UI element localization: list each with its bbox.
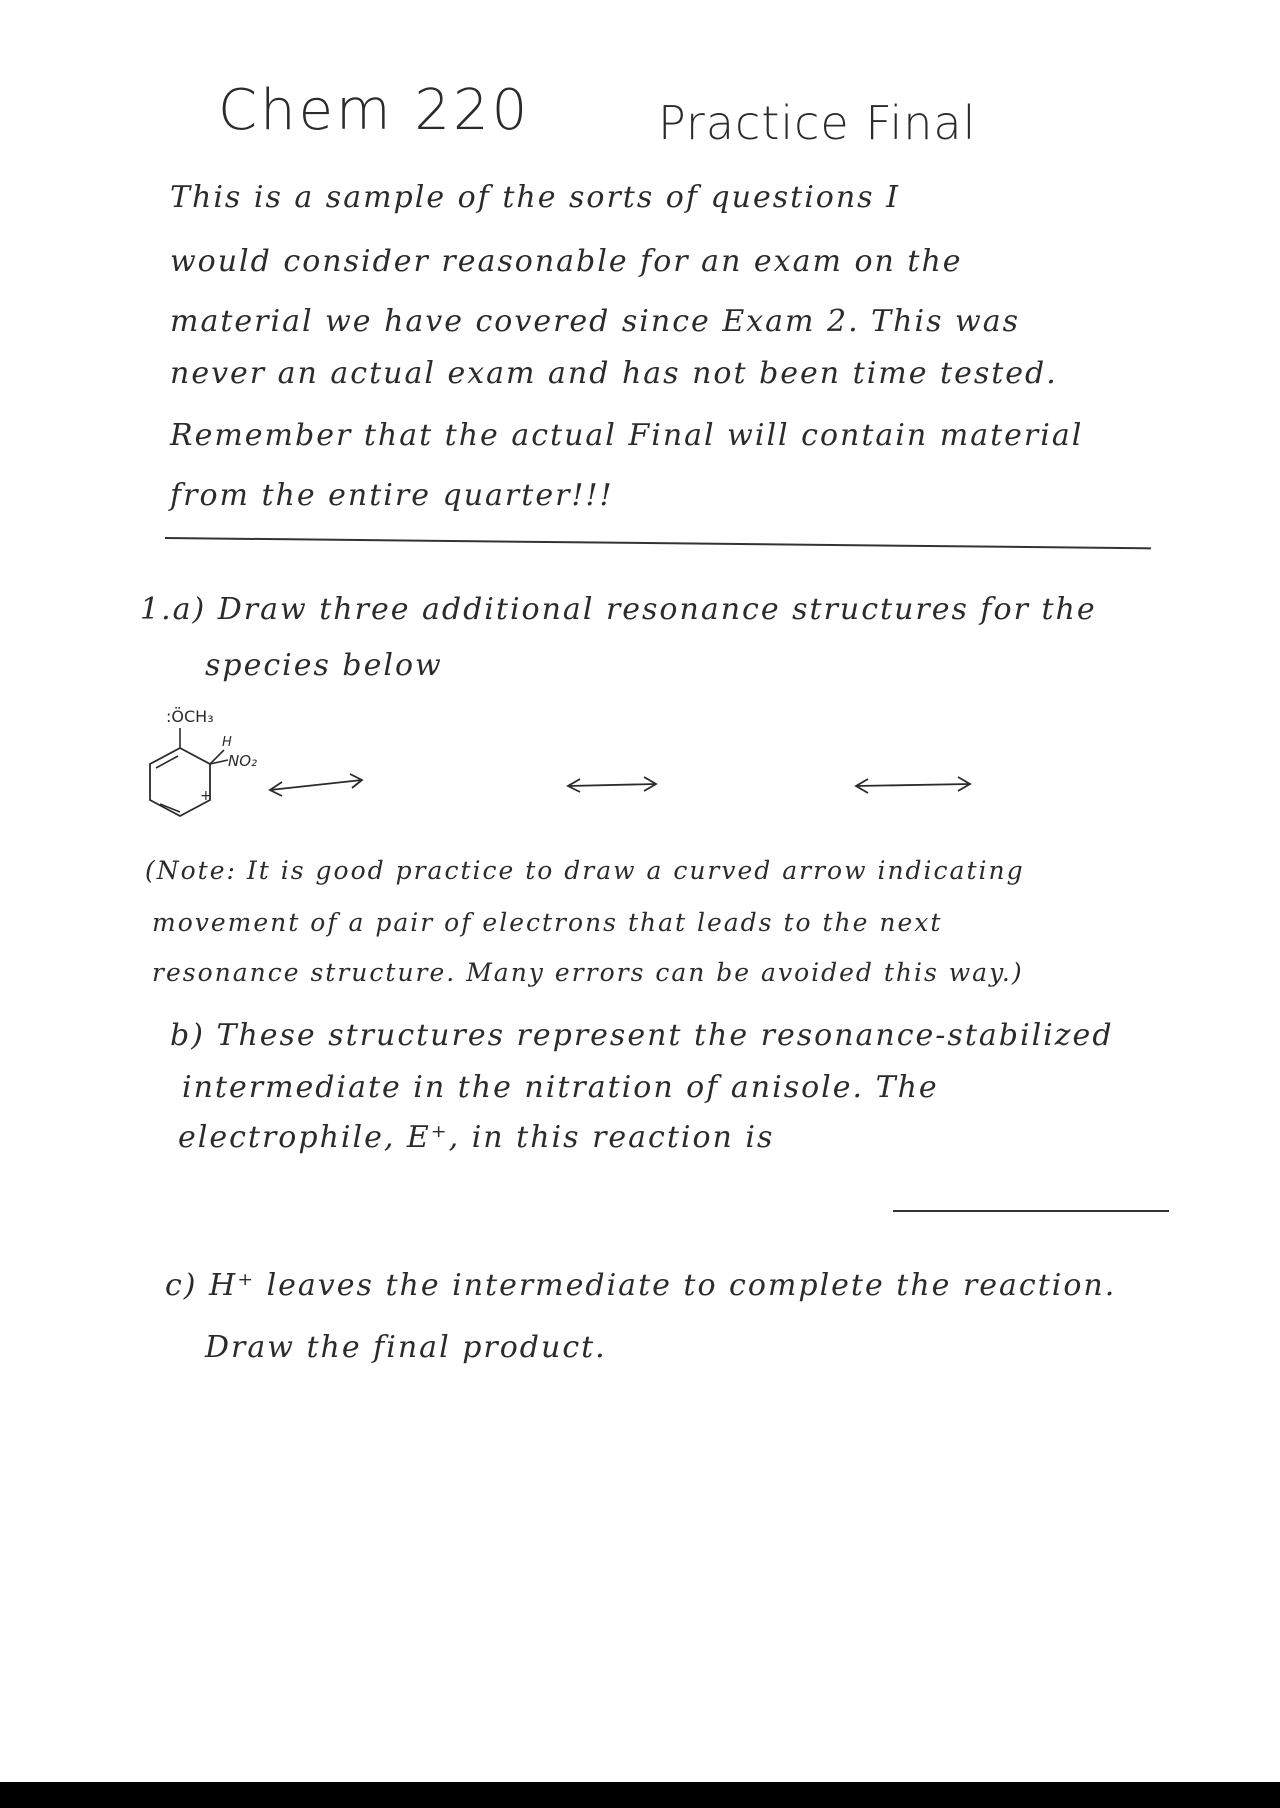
intro-line: material we have covered since Exam 2. This was — [170, 304, 1020, 339]
question-1a-line: 1.a) Draw three additional resonance structures for the — [140, 592, 1097, 627]
section-divider — [165, 537, 1151, 549]
intro-line: Remember that the actual Final will contain material — [170, 418, 1084, 453]
hydrogen-label: H — [222, 735, 232, 750]
question-1b-line: b) These structures represent the resonance-stabilized — [170, 1018, 1114, 1053]
charge-label: + — [200, 788, 212, 804]
resonance-diagram — [140, 700, 1000, 840]
question-1b-line: electrophile, E⁺, in this reaction is — [178, 1120, 775, 1155]
methoxy-label: :ÖCH₃ — [166, 707, 214, 726]
question-1c-line: Draw the final product. — [205, 1330, 607, 1365]
question-1a-line: species below — [205, 648, 443, 683]
note-line: (Note: It is good practice to draw a curved arrow indicating — [145, 856, 1025, 885]
intro-line: from the entire quarter!!! — [170, 478, 614, 513]
question-1c-line: c) H⁺ leaves the intermediate to complete the reaction. — [165, 1268, 1117, 1303]
page-title: Practice Final — [658, 96, 977, 150]
intro-line: This is a sample of the sorts of questions I — [170, 180, 900, 215]
intro-line: would consider reasonable for an exam on the — [170, 244, 963, 279]
question-1b-line: intermediate in the nitration of anisole. The — [182, 1070, 939, 1105]
note-line: movement of a pair of electrons that leads to the next — [152, 908, 943, 937]
note-line: resonance structure. Many errors can be avoided this way.) — [152, 958, 1024, 987]
nitro-label: NO₂ — [228, 752, 258, 770]
answer-blank-line — [893, 1210, 1169, 1212]
scan-edge-bar — [0, 1782, 1280, 1808]
benzene-ring — [150, 748, 210, 816]
resonance-arrow — [856, 777, 970, 793]
course-title: Chem 220 — [218, 78, 531, 143]
intro-line: never an actual exam and has not been time tested. — [170, 356, 1058, 391]
resonance-arrow — [270, 774, 362, 796]
ring-double-bond — [156, 756, 178, 768]
resonance-arrow — [568, 777, 656, 792]
